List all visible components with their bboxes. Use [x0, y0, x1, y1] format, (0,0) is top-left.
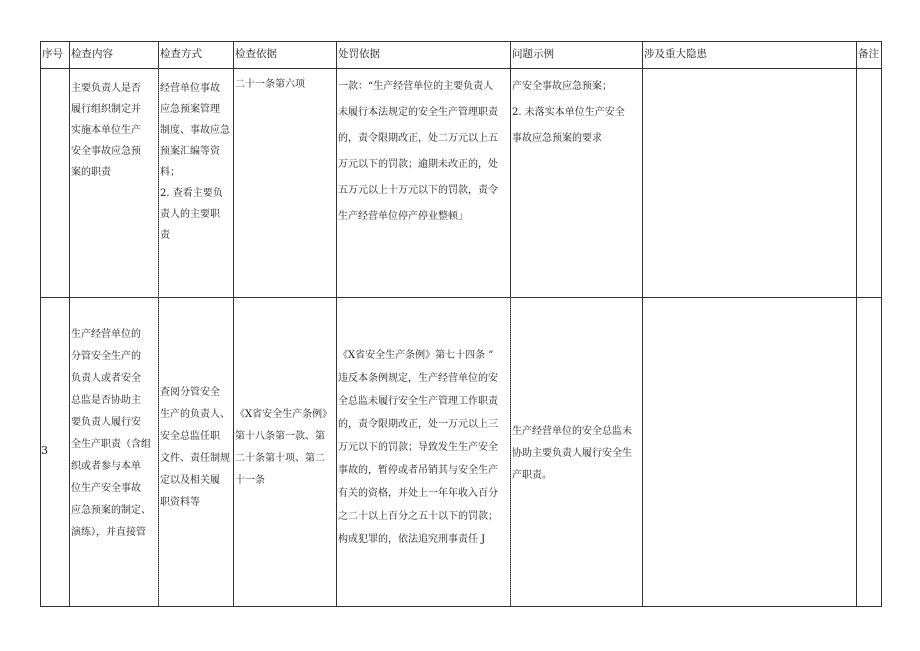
dotted-guide: [158, 297, 159, 606]
cell-text-line: 位生产安全事故: [71, 483, 141, 494]
cell-text-line: 产职责。: [512, 470, 552, 481]
table-border-left: [40, 41, 41, 607]
column-divider: [233, 41, 234, 607]
cell-text-line: 预案汇编等资: [160, 146, 220, 157]
row2-seq-cell: 3: [41, 444, 48, 457]
row1-content-cell: [71, 78, 157, 183]
header-penalty: 处罚依据: [338, 48, 380, 60]
cell-text-line: 的，责令限期改正，处二万元以上五: [338, 133, 498, 144]
cell-text-line: 制度、事故应急: [160, 125, 230, 136]
cell-text-line: 总监是否协助主: [71, 395, 141, 406]
cell-text-line: 经营单位事故: [160, 83, 220, 94]
cell-text-line: 2. 未落实本单位生产安全: [512, 107, 625, 118]
row1-penalty-cell: [338, 74, 508, 230]
table-border-bottom: [40, 606, 882, 607]
cell-text-line: 履行组织制定并: [71, 104, 141, 115]
cell-text-line: 二十一条第六项: [235, 79, 305, 90]
cell-text-line: 《X省安全生产条例》: [235, 409, 333, 420]
table-border-top: [40, 41, 882, 42]
cell-text-line: 职资料等: [160, 497, 200, 508]
cell-text-line: 二十条第十项、第二: [235, 453, 325, 464]
cell-text-line: 生产经营单位停产停业整顿」: [338, 211, 468, 222]
cell-text-line: 违反本条例规定，生产经营单位的安: [338, 373, 498, 384]
cell-text-line: 事故应急预案的要求: [512, 133, 602, 144]
header-remark: 备注: [858, 48, 879, 60]
row-divider: [40, 297, 882, 298]
cell-text-line: 全总监未履行安全生产管理工作职责: [338, 396, 498, 407]
cell-text-line: 安全事故应急预: [71, 146, 141, 157]
table-border-right: [881, 41, 882, 607]
cell-text-line: 实施本单位生产: [71, 125, 141, 136]
cell-text-line: 事故的，暂停或者吊销其与安全生产: [338, 465, 498, 476]
header-seq: 序号: [42, 48, 63, 60]
cell-text-line: 协助主要负责人履行安全生: [512, 448, 632, 459]
cell-text-line: 未履行本法规定的安全生产管理职责: [338, 107, 498, 118]
cell-text-line: 责人的主要职: [160, 209, 220, 220]
column-divider: [642, 41, 643, 607]
cell-text-line: 织或者参与本单: [71, 461, 141, 472]
cell-text-line: 构成犯罪的，依法追究刑事责任 J: [338, 534, 486, 545]
row2-penalty-cell: [338, 344, 508, 551]
header-method: 检查方式: [160, 48, 202, 60]
cell-text-line: 定以及相关履: [160, 475, 220, 486]
cell-text-line: 一款：“生产经营单位的主要负责人: [338, 81, 494, 92]
column-divider: [336, 41, 337, 607]
cell-text-line: 演练），并直接管: [71, 527, 146, 538]
cell-text-line: 之二十以上百分之五十以下的罚款；: [338, 511, 498, 522]
header-divider: [40, 68, 882, 69]
cell-text-line: 万元以下的罚款；逾期未改正的，处: [338, 159, 498, 170]
row2-content-cell: [71, 324, 157, 544]
cell-text-line: 应急预案管理: [160, 104, 220, 115]
cell-text-line: 十一条: [235, 475, 265, 486]
cell-text-line: 生产的负责人、: [160, 409, 230, 420]
row2-method-cell: [160, 382, 232, 514]
header-basis: 检查依据: [235, 48, 277, 60]
cell-text-line: 安全总监任职: [160, 431, 220, 442]
header-content: 检查内容: [71, 48, 113, 60]
cell-text-line: 分管安全生产的: [71, 351, 141, 362]
dotted-guide: [158, 68, 159, 297]
row1-example-cell: [512, 74, 640, 152]
cell-text-line: 2. 查看主要负: [160, 188, 223, 199]
cell-text-line: 的，责令限期改正，处一万元以上三: [338, 419, 498, 430]
cell-text-line: 查阅分管安全: [160, 387, 220, 398]
cell-text-line: 产安全事故应急预案；: [512, 81, 612, 92]
row1-method-cell: [160, 78, 232, 246]
cell-text-line: 料；: [160, 167, 180, 178]
inspection-table: [40, 41, 882, 607]
cell-text-line: 《X省安全生产条例》第七十四条 ”: [338, 350, 494, 361]
header-example: 问题示例: [512, 48, 554, 60]
column-divider: [69, 41, 70, 607]
cell-text-line: 五万元以上十万元以下的罚款，责令: [338, 185, 498, 196]
header-hazard: 涉及重大隐患: [644, 48, 707, 60]
row1-basis-cell: [235, 74, 335, 95]
cell-text-line: 第十八条第一款、第: [235, 431, 325, 442]
dotted-guide: [510, 297, 511, 606]
cell-text-line: 生产经营单位的: [71, 329, 141, 340]
cell-text-line: 万元以下的罚款；导致发生生产安全: [338, 442, 498, 453]
column-divider: [856, 41, 857, 607]
cell-text-line: 案的职责: [71, 167, 111, 178]
cell-text-line: 主要负责人是否: [71, 83, 141, 94]
cell-text-line: 要负责人履行安: [71, 417, 141, 428]
row2-basis-cell: [235, 404, 335, 492]
cell-text-line: 生产经营单位的安全总监未: [512, 426, 632, 437]
cell-text-line: 全生产职责（含组: [71, 439, 151, 450]
cell-text-line: 负责人或者安全: [71, 373, 141, 384]
cell-text-line: 文件、责任制规: [160, 453, 230, 464]
cell-text-line: 应急预案的制定、: [71, 505, 151, 516]
cell-text-line: 有关的资格，并处上一年年收入百分: [338, 488, 498, 499]
row2-example-cell: [512, 421, 640, 487]
cell-text-line: 责: [160, 230, 170, 241]
